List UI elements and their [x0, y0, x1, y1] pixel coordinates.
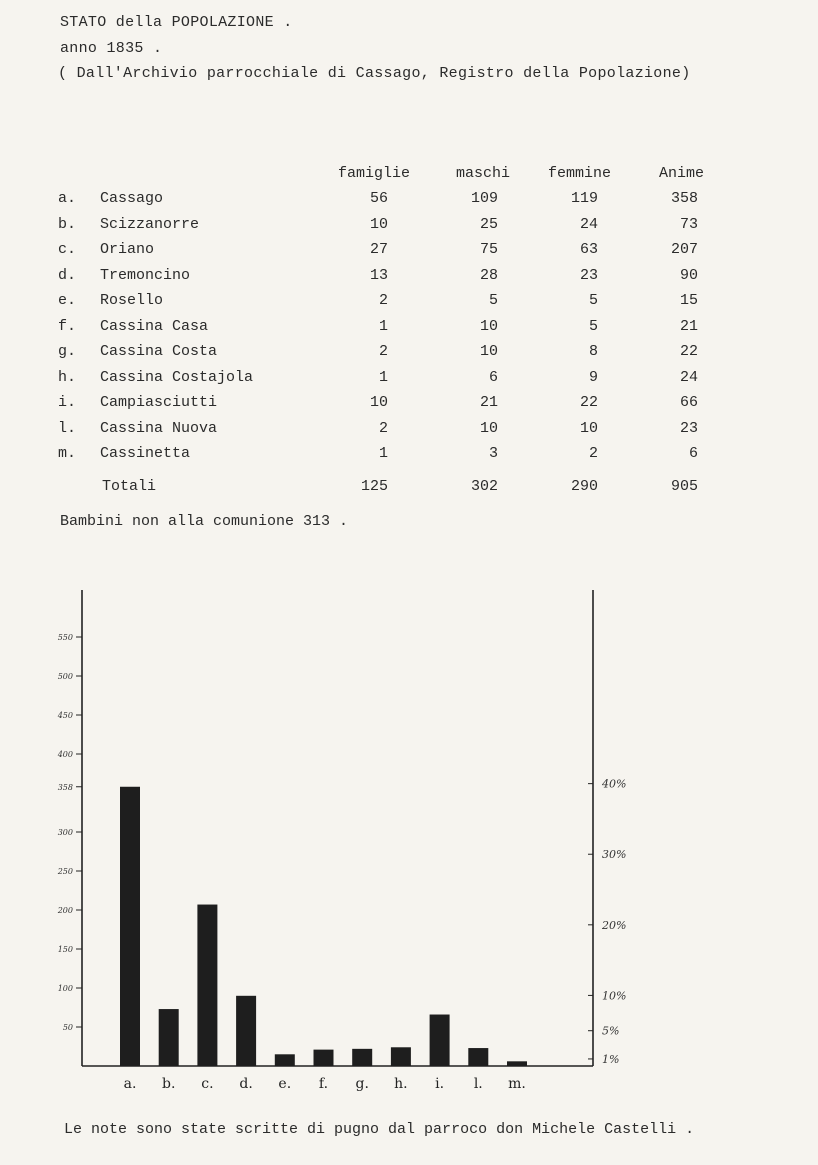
cell-letter: g.	[58, 343, 77, 360]
left-tick-label: 100	[57, 984, 73, 993]
cell-letter: l.	[58, 419, 77, 437]
table-row	[0, 216, 818, 240]
cell-maschi: 109	[470, 190, 498, 207]
cell-femmine: 8	[588, 343, 598, 360]
left-tick-label: 200	[57, 906, 73, 915]
cell-anime: 90	[679, 266, 698, 284]
cell-famiglie: 1	[378, 368, 388, 386]
cell-maschi: 6	[488, 368, 498, 386]
cell-anime: 22	[679, 343, 698, 360]
cell-maschi: 28	[479, 266, 498, 284]
cell-anime: 21	[679, 317, 698, 335]
bar-h	[391, 1047, 411, 1066]
bar-i	[430, 1015, 450, 1066]
right-tick-label: 10%	[602, 989, 627, 1003]
cell-name: Cassina Costa	[100, 343, 218, 360]
table-row	[0, 343, 818, 367]
cell-letter: b.	[58, 215, 77, 233]
cell-anime: 207	[670, 241, 698, 258]
category-label: m.	[508, 1076, 526, 1092]
cell-famiglie: 10	[369, 215, 388, 233]
left-tick-label: 500	[57, 672, 73, 681]
cell-anime: 358	[670, 190, 698, 207]
table-row	[0, 445, 818, 469]
cell-name: Cassinetta	[100, 445, 191, 462]
cell-letter: i.	[58, 394, 77, 411]
document-year: anno 1835 .	[60, 40, 163, 57]
left-tick-label: 400	[57, 750, 73, 759]
column-header-anime: Anime	[659, 165, 705, 182]
cell-femmine: 5	[588, 292, 598, 309]
totals-row	[0, 478, 818, 502]
cell-famiglie: 1	[378, 445, 388, 462]
population-bar-chart	[0, 580, 818, 1100]
cell-name: Tremoncino	[100, 266, 191, 284]
document-title: STATO della POPOLAZIONE .	[60, 14, 293, 31]
totals-anime: 905	[670, 478, 698, 495]
table-row	[0, 318, 818, 342]
category-label: c.	[201, 1076, 214, 1092]
right-tick-label: 40%	[602, 777, 627, 791]
left-tick-label: 450	[57, 711, 73, 720]
right-tick-label: 1%	[602, 1052, 620, 1066]
cell-anime: 15	[679, 292, 698, 309]
cell-name: Cassina Costajola	[100, 368, 254, 386]
category-label: f.	[318, 1076, 329, 1092]
cell-famiglie: 2	[378, 419, 388, 437]
totals-femmine: 290	[570, 478, 598, 495]
cell-letter: e.	[58, 292, 77, 309]
cell-name: Oriano	[100, 241, 155, 258]
category-label: d.	[239, 1076, 253, 1092]
right-tick-label: 5%	[602, 1024, 620, 1038]
footer-note: Le note sono state scritte di pugno dal parroco don Michele Castelli .	[64, 1121, 695, 1138]
table-row	[0, 190, 818, 214]
cell-maschi: 10	[479, 317, 498, 335]
bar-e	[275, 1054, 295, 1066]
category-label: l.	[473, 1076, 483, 1092]
cell-letter: m.	[58, 445, 77, 462]
cell-letter: d.	[58, 266, 77, 284]
totals-maschi: 302	[470, 478, 498, 495]
table-row	[0, 292, 818, 316]
table-row	[0, 369, 818, 393]
column-header-femmine: femmine	[548, 165, 612, 182]
cell-name: Campiasciutti	[100, 394, 218, 411]
cell-maschi: 10	[479, 419, 498, 437]
cell-femmine: 22	[579, 394, 598, 411]
children-note: Bambini non alla comunione 313 .	[60, 513, 349, 530]
cell-name: Scizzanorre	[100, 215, 200, 233]
cell-femmine: 23	[579, 266, 598, 284]
cell-maschi: 21	[479, 394, 498, 411]
cell-name: Rosello	[100, 292, 164, 309]
bar-d	[236, 996, 256, 1066]
bar-c	[197, 905, 217, 1066]
cell-femmine: 10	[579, 419, 598, 437]
totals-famiglie: 125	[360, 478, 388, 495]
cell-anime: 24	[679, 368, 698, 386]
cell-maschi: 10	[479, 343, 498, 360]
category-label: i.	[435, 1076, 445, 1092]
left-tick-label: 550	[57, 633, 73, 642]
category-label: e.	[278, 1076, 292, 1092]
right-tick-label: 20%	[602, 918, 627, 932]
cell-letter: h.	[58, 368, 77, 386]
cell-femmine: 24	[579, 215, 598, 233]
column-header-maschi: maschi	[456, 165, 511, 182]
cell-femmine: 5	[588, 317, 598, 335]
left-tick-label: 150	[57, 945, 73, 954]
bar-f	[314, 1050, 334, 1066]
cell-femmine: 2	[588, 445, 598, 462]
cell-famiglie: 2	[378, 292, 388, 309]
cell-letter: a.	[58, 190, 77, 207]
column-header-famiglie: famiglie	[338, 165, 411, 182]
table-row	[0, 241, 818, 265]
cell-name: Cassina Casa	[100, 317, 209, 335]
bar-a	[120, 787, 140, 1066]
cell-maschi: 25	[479, 215, 498, 233]
cell-famiglie: 10	[369, 394, 388, 411]
totals-label: Totali	[102, 478, 157, 495]
cell-name: Cassago	[100, 190, 164, 207]
cell-femmine: 9	[588, 368, 598, 386]
cell-famiglie: 56	[369, 190, 388, 207]
cell-anime: 66	[679, 394, 698, 411]
right-tick-label: 30%	[602, 848, 627, 862]
cell-name: Cassina Nuova	[100, 419, 218, 437]
cell-anime: 73	[679, 215, 698, 233]
category-label: b.	[161, 1076, 176, 1092]
cell-femmine: 119	[570, 190, 598, 207]
left-tick-label: 358	[57, 782, 73, 792]
document-source: ( Dall'Archivio parrocchiale di Cassago, Registro della Popolazione)	[58, 65, 691, 82]
bar-l	[468, 1048, 488, 1066]
cell-letter: c.	[58, 241, 77, 258]
bar-b	[159, 1009, 179, 1066]
cell-maschi: 5	[488, 292, 498, 309]
bar-m	[507, 1061, 527, 1066]
cell-maschi: 3	[488, 445, 498, 462]
cell-famiglie: 13	[369, 266, 388, 284]
cell-femmine: 63	[579, 241, 598, 258]
cell-letter: f.	[58, 317, 77, 335]
cell-anime: 23	[679, 419, 698, 437]
category-label: a.	[123, 1076, 137, 1092]
cell-anime: 6	[688, 445, 698, 462]
left-tick-label: 250	[57, 867, 73, 876]
table-row	[0, 267, 818, 291]
category-label: h.	[394, 1076, 408, 1092]
category-label: g.	[355, 1076, 369, 1092]
cell-famiglie: 2	[378, 343, 388, 360]
left-tick-label: 300	[57, 828, 73, 837]
cell-famiglie: 27	[369, 241, 388, 258]
bar-g	[352, 1049, 372, 1066]
left-tick-label: 50	[62, 1023, 73, 1032]
cell-maschi: 75	[479, 241, 498, 258]
table-row	[0, 394, 818, 418]
table-row	[0, 420, 818, 444]
cell-famiglie: 1	[378, 317, 388, 335]
